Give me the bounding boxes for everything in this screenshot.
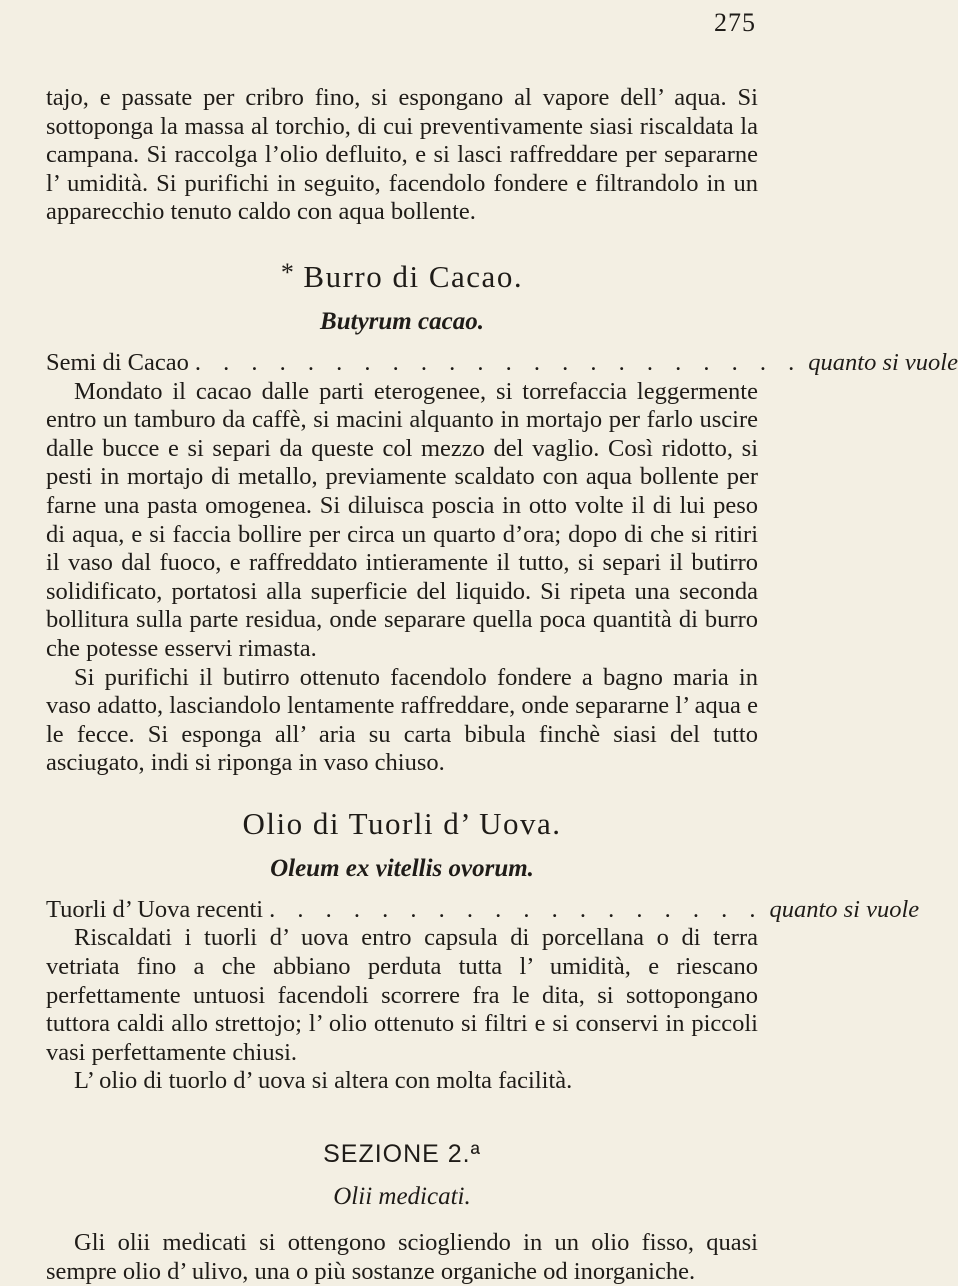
leader-dots: . . . . . . . . . . . . . . . . . . . . . . [194, 348, 803, 376]
burro-paragraph-2: Si purifichi il butirro ottenuto facendolo fondere a bagno maria in vaso adatto, lasciandolo lentamente raffreddare, onde separarne l’ aqua e le fecce. Si esponga all’ aria su carta bibula finchè siasi del tutto asciugato, indi si riponga in vaso chiuso. [46, 663, 758, 777]
olio-ingredient-line [46, 895, 920, 925]
olio-paragraph-1: Riscaldati i tuorli d’ uova entro capsula di porcellana o di terra vetriata fino a che abbiano perduta tutta l’ umidità, e riescano perfettamente untuosi facendoli scorrere fra le dita, si sottopongano tuttora caldi allo strettojo; l’ olio ottenuto si filtri e si conservi in piccoli vasi perfettamente chiusi. [46, 924, 758, 1066]
burro-ingredient-line [46, 348, 958, 378]
olio-quantity: quanto si vuole [769, 895, 920, 923]
olio-title: Olio di Tuorli d’ Uova. [242, 805, 562, 841]
intro-paragraph: tajo, e passate per cribro fino, si espongano al vapore dell’ aqua. Si sottoponga la massa al torchio, di cui preventivamente siasi riscaldata la campana. Si raccolga l’olio defluito, e si lasci raffreddare per separarne l’ umidità. Si purifichi in seguito, facendolo fondere e filtrandolo in un apparecchio tenuto caldo con aqua bollente. [46, 84, 758, 226]
page-number: 275 [714, 8, 756, 37]
footnote-asterisk: * [280, 257, 296, 287]
olio-ingredient: Tuorli d’ Uova recenti [46, 895, 264, 923]
olio-latin-name: Oleum ex vitellis ovorum. [270, 854, 534, 882]
burro-paragraph-1: Mondato il cacao dalle parti eterogenee, si torrefaccia leggermente entro un tamburo da caffè, si macini alquanto in mortajo per farlo uscire dalle bucce e si separi da queste col mezzo del vaglio. Così ridotto, si pesti in mortajo di metallo, previamente scaldato con aqua bollente per farne una pasta omogenea. Si diluisca poscia in otto volte il di lui peso di aqua, e si faccia bollire per circa un quarto d’ora; dopo di che si ritiri il vaso dal fuoco, e raffreddato intieramente il tutto, si separi il butirro solidificato, portatosi alla superficie del liquido. Si ripeta una seconda bollitura sulla parte residua, onde separare quella poca quantità di burro che potesse esservi rimasta. [46, 377, 758, 662]
section-subtitle: Olii medicati. [333, 1182, 471, 1210]
burro-latin-name: Butyrum cacao. [320, 307, 484, 335]
olio-heading [46, 806, 758, 842]
leader-dots: . . . . . . . . . . . . . . . . . . [269, 895, 764, 923]
section-title: SEZIONE 2.ª [323, 1140, 481, 1169]
page-content [46, 84, 958, 1286]
section-paragraph: Gli olii medicati si ottengono sciogliendo in un olio fisso, quasi sempre olio d’ ulivo, una o più sostanze organiche od inorganiche. [46, 1229, 758, 1285]
burro-title: Burro di Cacao. [303, 258, 524, 294]
burro-heading [46, 255, 758, 295]
olio-paragraph-2: L’ olio di tuorlo d’ uova si altera con molta facilità. [74, 1067, 573, 1095]
burro-quantity: quanto si vuole [808, 348, 958, 376]
burro-ingredient: Semi di Cacao [46, 348, 189, 376]
